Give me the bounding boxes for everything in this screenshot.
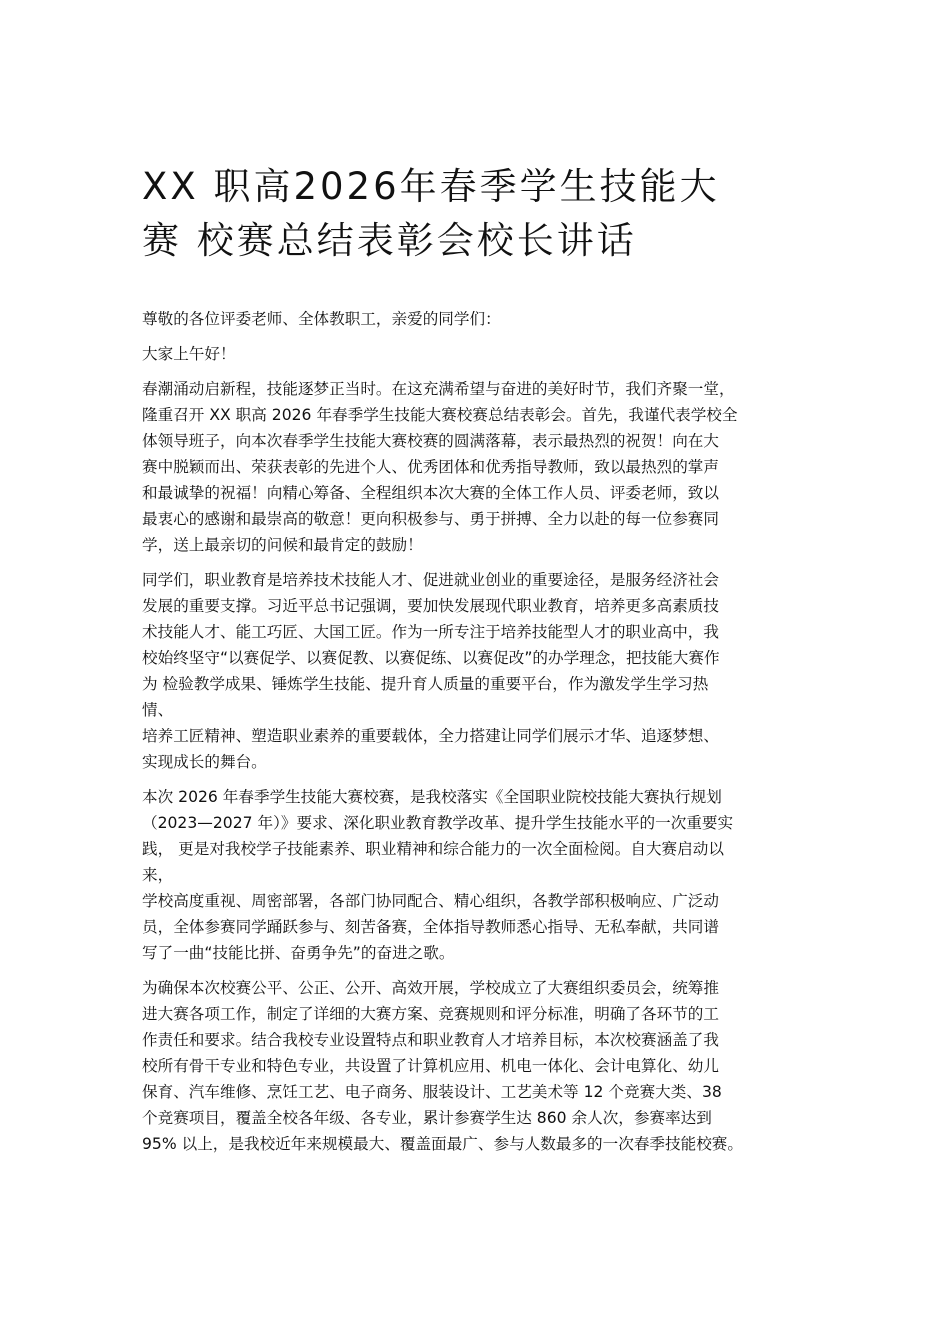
text-line: 实现成长的舞台。 [142, 753, 267, 771]
text-line: 大家上午好！ [142, 345, 236, 363]
text-line: 个竞赛项目，覆盖全校各年级、各专业，累计参赛学生达 860 余人次，参赛率达到 [142, 1109, 712, 1127]
text-line: 来， [142, 866, 174, 884]
text-line: 培养工匠精神、塑造职业素养的重要载体，全力搭建让同学们展示才华、追逐梦想、 [142, 727, 719, 745]
document-title [142, 160, 822, 268]
text-line: 春潮涌动启新程，技能逐梦正当时。在这充满希望与奋进的美好时节，我们齐聚一堂， [142, 380, 735, 398]
text-line: 员，全体参赛同学踊跃参与、刻苦备赛，全体指导教师悉心指导、无私奉献，共同谱 [142, 918, 719, 936]
text-line: 发展的重要支撑。习近平总书记强调，要加快发展现代职业教育，培养更多高素质技 [142, 597, 719, 615]
text-line: 隆重召开 XX 职高 2026 年春季学生技能大赛校赛总结表彰会。首先，我谨代表学校全 [142, 406, 738, 424]
organization-paragraph [142, 975, 812, 1157]
text-line: 为 检验教学成果、锤炼学生技能、提升育人质量的重要平台，作为激发学生学习热 [142, 675, 709, 693]
title-line: 赛 校赛总结表彰会校长讲话 [142, 219, 637, 262]
competition-paragraph [142, 784, 812, 966]
text-line: 术技能人才、能工巧匠、大国工匠。作为一所专注于培养技能型人才的职业高中，我 [142, 623, 719, 641]
speech-body [142, 306, 812, 1166]
text-line: 践， 更是对我校学子技能素养、职业精神和综合能力的一次全面检阅。自大赛启动以 [142, 840, 724, 858]
title-line: XX 职高2026年春季学生技能大 [142, 165, 720, 208]
text-line: 校所有骨干专业和特色专业，共设置了计算机应用、机电一体化、会计电算化、幼儿 [142, 1057, 719, 1075]
text-line: 校始终坚守“以赛促学、以赛促教、以赛促练、以赛促改”的办学理念，把技能大赛作 [142, 649, 720, 667]
text-line: 作责任和要求。结合我校专业设置特点和职业教育人才培养目标，本次校赛涵盖了我 [142, 1031, 719, 1049]
text-line: 体领导班子，向本次春季学生技能大赛校赛的圆满落幕，表示最热烈的祝贺！向在大 [142, 432, 719, 450]
text-line: 写了一曲“技能比拼、奋勇争先”的奋进之歌。 [142, 944, 455, 962]
education-paragraph [142, 567, 812, 775]
text-line: 和最诚挚的祝福！向精心筹备、全程组织本次大赛的全体工作人员、评委老师，致以 [142, 484, 719, 502]
salutation-paragraph [142, 306, 812, 332]
text-line: 赛中脱颖而出、荣获表彰的先进个人、优秀团体和优秀指导教师，致以最热烈的掌声 [142, 458, 719, 476]
text-line: 本次 2026 年春季学生技能大赛校赛，是我校落实《全国职业院校技能大赛执行规划 [142, 788, 722, 806]
opening-paragraph [142, 376, 812, 558]
text-line: 95% 以上，是我校近年来规模最大、覆盖面最广、参与人数最多的一次春季技能校赛。 [142, 1135, 743, 1153]
text-line: 学校高度重视、周密部署，各部门协同配合、精心组织，各教学部积极响应、广泛动 [142, 892, 719, 910]
text-line: 情、 [142, 701, 174, 719]
greeting-paragraph [142, 341, 812, 367]
text-line: 同学们，职业教育是培养技术技能人才、促进就业创业的重要途径，是服务经济社会 [142, 571, 719, 589]
text-line: 为确保本次校赛公平、公正、公开、高效开展，学校成立了大赛组织委员会，统筹推 [142, 979, 719, 997]
text-line: 进大赛各项工作，制定了详细的大赛方案、竞赛规则和评分标准，明确了各环节的工 [142, 1005, 719, 1023]
text-line: 尊敬的各位评委老师、全体教职工，亲爱的同学们： [142, 310, 501, 328]
text-line: （2023—2027 年）》要求、深化职业教育教学改革、提升学生技能水平的一次重要实 [142, 814, 734, 832]
text-line: 最衷心的感谢和最崇高的敬意！更向积极参与、勇于拼搏、全力以赴的每一位参赛同 [142, 510, 719, 528]
text-line: 学，送上最亲切的问候和最肯定的鼓励！ [142, 536, 423, 554]
text-line: 保育、汽车维修、烹饪工艺、电子商务、服装设计、工艺美术等 12 个竞赛大类、38 [142, 1083, 722, 1101]
